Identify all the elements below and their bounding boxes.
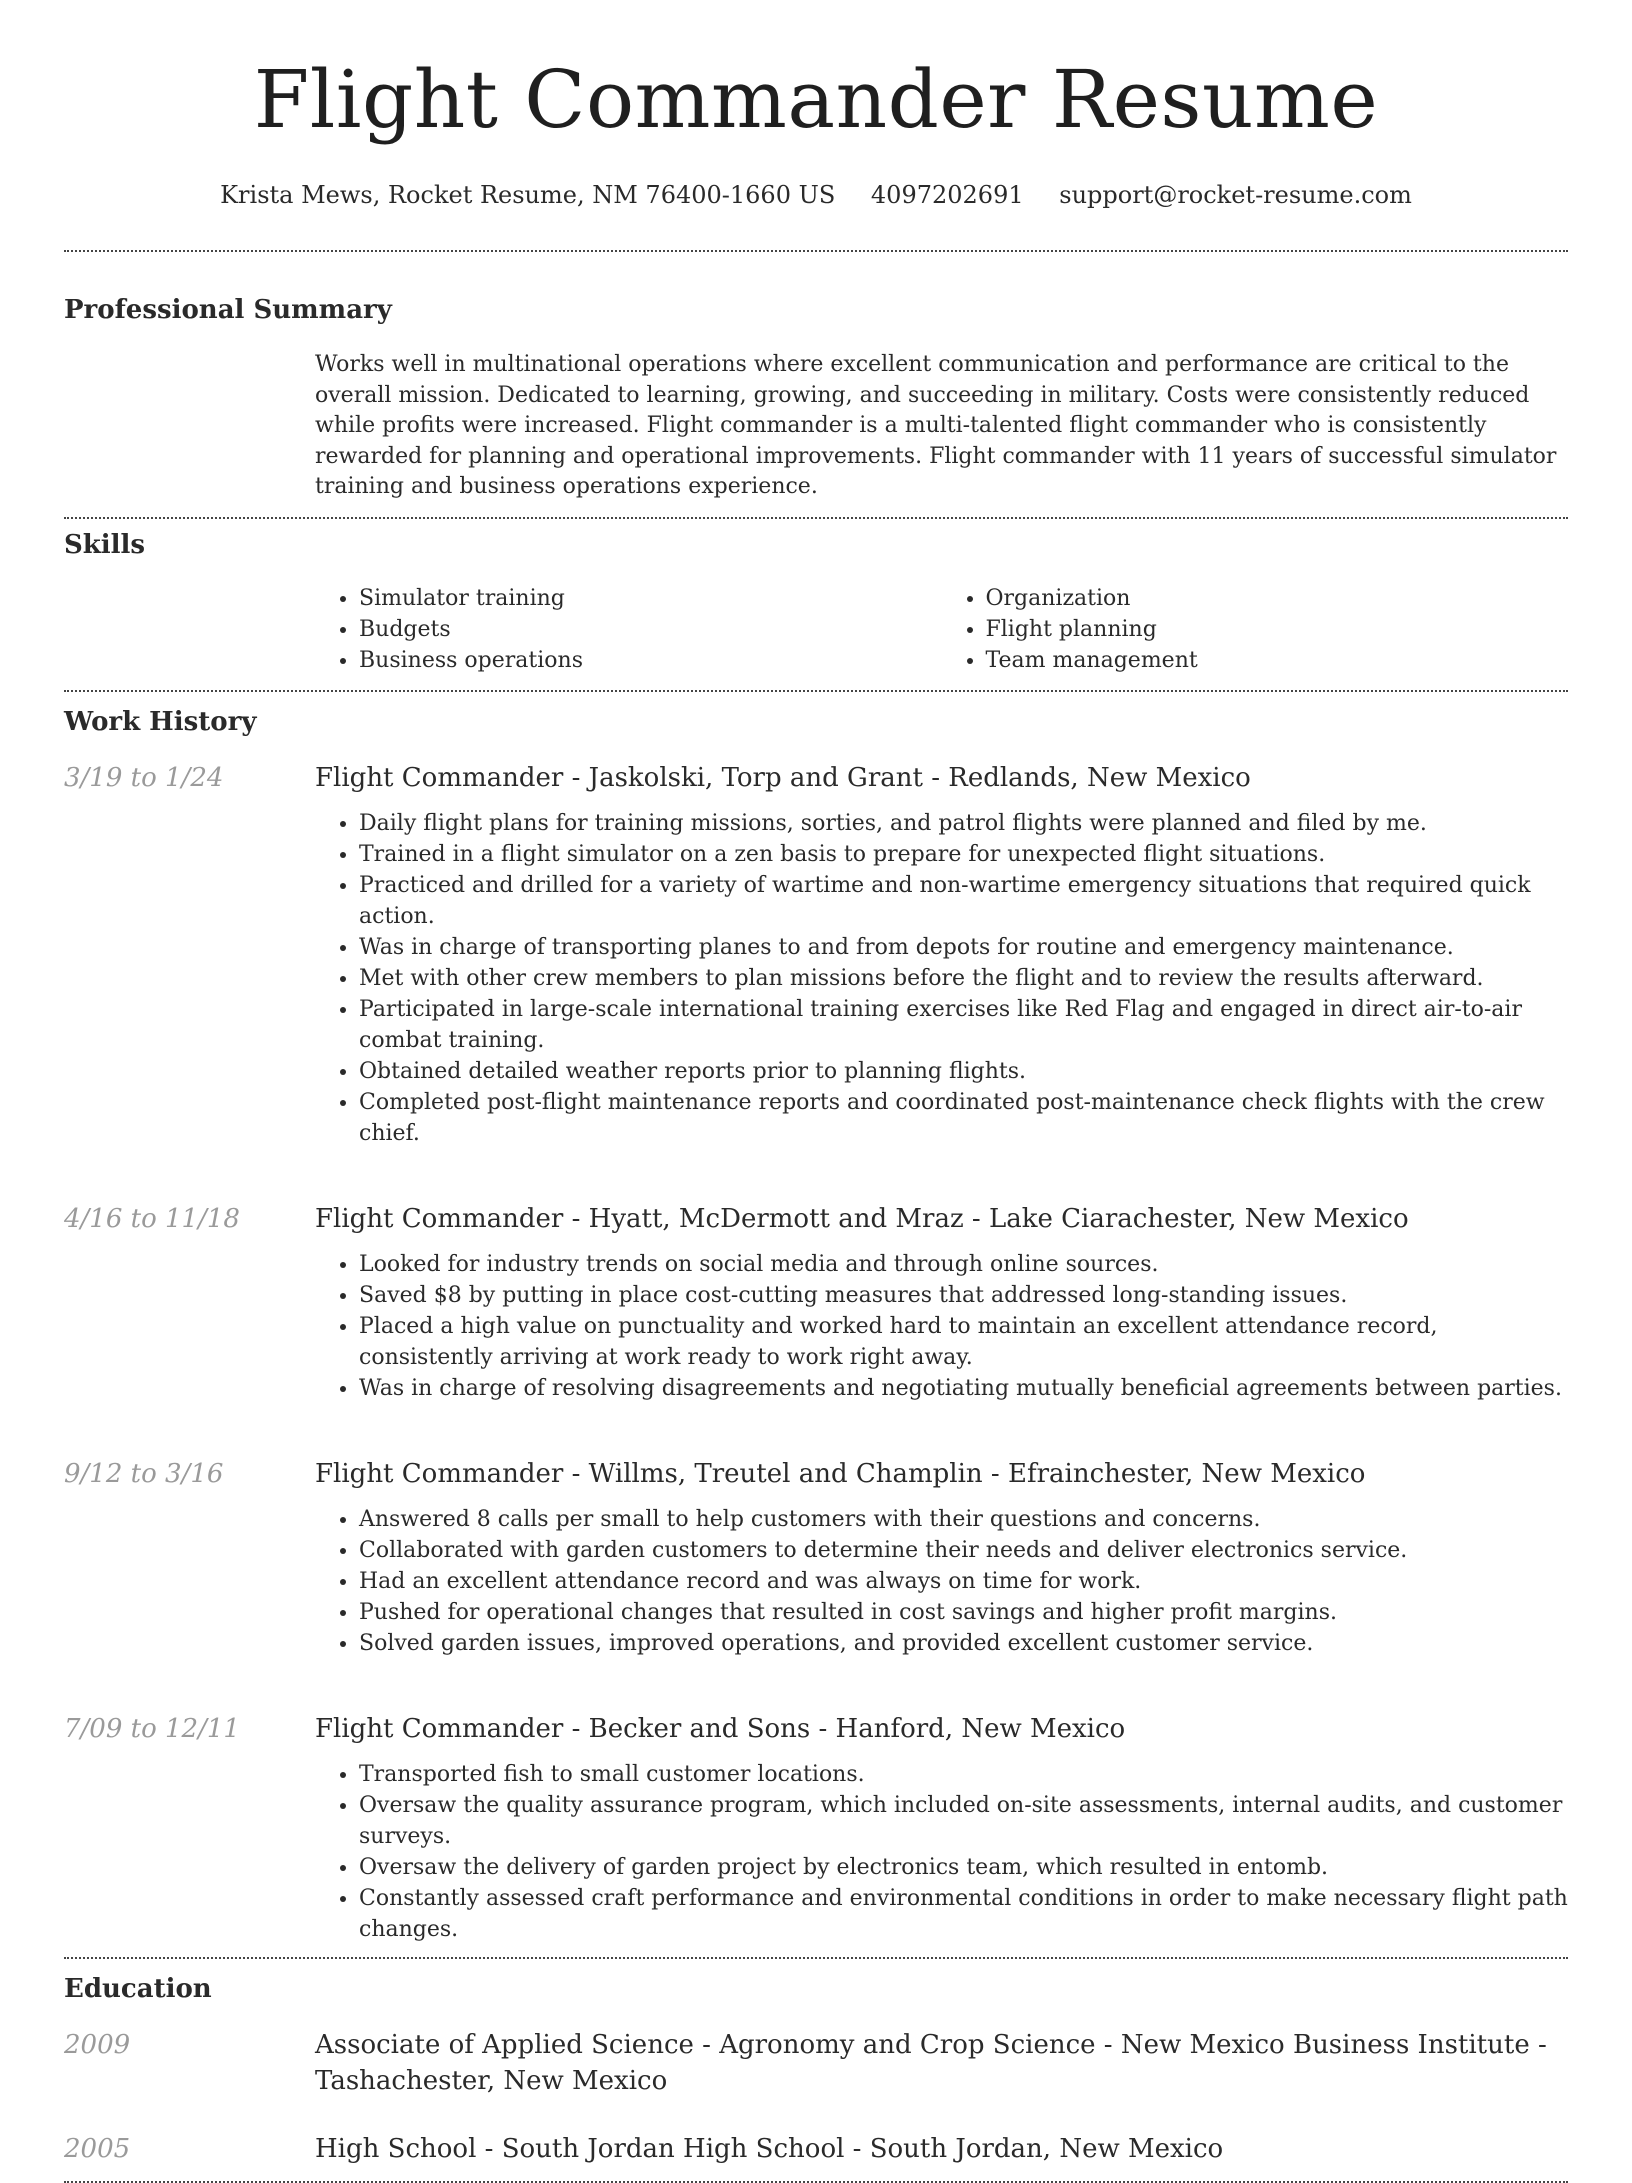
skills-heading: Skills [64, 529, 146, 560]
job-dates: 4/16 to 11/18 [64, 1203, 240, 1234]
job-body [315, 1456, 1568, 1689]
job-bullet: • Completed post-flight maintenance reports and coordinated post-maintenance check flights with the crew chief. [359, 1087, 1568, 1149]
skill-item: • Organization [986, 583, 1569, 614]
education-entry [64, 2027, 1568, 2099]
job-body [315, 1201, 1568, 1434]
skills-spacer [64, 561, 315, 690]
education-year: 2009 [64, 2029, 131, 2060]
education-title: Associate of Applied Science - Agronomy and Crop Science - New Mexico Business Institute - Tashachester, New Mexico [315, 2029, 1547, 2096]
job-dates: 7/09 to 12/11 [64, 1713, 240, 1744]
job-bullet: • Placed a high value on punctuality and worked hard to maintain an excellent attendance record, consistently arriving at work ready to work right away. [359, 1311, 1568, 1373]
job-bullet: • Pushed for operational changes that resulted in cost savings and higher profit margins. [359, 1597, 1568, 1628]
job-bullet: • Looked for industry trends on social media and through online sources. [359, 1249, 1568, 1280]
job-bullet: • Obtained detailed weather reports prior to planning flights. [359, 1056, 1568, 1087]
contact-line [64, 180, 1568, 210]
skill-item: • Budgets [359, 614, 942, 645]
job-bullet: • Answered 8 calls per small to help customers with their questions and concerns. [359, 1504, 1568, 1535]
job-bullets [315, 1249, 1568, 1404]
job-title: Flight Commander - Becker and Sons - Hanford, New Mexico [315, 1713, 1126, 1744]
education-section [64, 1959, 1568, 2167]
summary-spacer [64, 350, 315, 503]
job-entry [64, 1711, 1568, 1957]
work-history-section [64, 692, 1568, 1957]
job-bullets [315, 808, 1568, 1149]
education-heading: Education [64, 1973, 212, 2004]
education-title: High School - South Jordan High School - South Jordan, New Mexico [315, 2133, 1224, 2164]
job-bullets [315, 1504, 1568, 1659]
summary-row [64, 350, 1568, 517]
job-entry [64, 1201, 1568, 1434]
job-bullet: • Oversaw the delivery of garden project by electronics team, which resulted in entomb. [359, 1852, 1568, 1883]
divider [64, 2181, 1568, 2183]
skill-item: • Business operations [359, 645, 942, 676]
job-bullet: • Met with other crew members to plan missions before the flight and to review the results afterward. [359, 963, 1568, 994]
summary-section [64, 252, 1568, 517]
job-bullet: • Trained in a flight simulator on a zen basis to prepare for unexpected flight situations. [359, 839, 1568, 870]
contact-email[interactable]: support@rocket-resume.com [1059, 181, 1412, 209]
skill-item: • Team management [986, 645, 1569, 676]
job-bullet: • Daily flight plans for training missions, sorties, and patrol flights were planned and filed by me. [359, 808, 1568, 839]
job-bullet: • Collaborated with garden customers to determine their needs and deliver electronics service. [359, 1535, 1568, 1566]
job-bullet: • Transported fish to small customer locations. [359, 1759, 1568, 1790]
job-title: Flight Commander - Hyatt, McDermott and Mraz - Lake Ciarachester, New Mexico [315, 1203, 1409, 1234]
job-bullet: • Had an excellent attendance record and was always on time for work. [359, 1566, 1568, 1597]
job-bullet: • Was in charge of resolving disagreements and negotiating mutually beneficial agreements between parties. [359, 1373, 1568, 1404]
skill-item: • Simulator training [359, 583, 942, 614]
job-bullet: • Oversaw the quality assurance program, which included on-site assessments, internal audits, and customer surveys. [359, 1790, 1568, 1852]
summary-heading: Professional Summary [64, 295, 392, 325]
job-dates: 3/19 to 1/24 [64, 762, 224, 793]
job-title: Flight Commander - Willms, Treutel and Champlin - Efrainchester, New Mexico [315, 1458, 1366, 1489]
skill-item: • Flight planning [986, 614, 1569, 645]
job-bullet: • Saved $8 by putting in place cost-cutting measures that addressed long-standing issues. [359, 1280, 1568, 1311]
skills-columns [315, 583, 1568, 690]
resume-title: Flight Commander Resume [253, 53, 1379, 146]
contact-phone: 4097202691 [870, 181, 1024, 209]
education-entry [64, 2131, 1568, 2167]
education-body [315, 2027, 1568, 2099]
job-title: Flight Commander - Jaskolski, Torp and Grant - Redlands, New Mexico [315, 762, 1251, 793]
skills-row [64, 561, 1568, 690]
job-bullets [315, 1759, 1568, 1945]
job-body [315, 760, 1568, 1179]
education-body [315, 2131, 1568, 2167]
job-bullet: • Constantly assessed craft performance and environmental conditions in order to make necessary flight path changes. [359, 1883, 1568, 1945]
job-entry [64, 760, 1568, 1179]
skills-section [64, 519, 1568, 690]
job-entry [64, 1456, 1568, 1689]
summary-text: Works well in multinational operations where excellent communication and performance are critical to the overall mission. Dedicated to learning, growing, and succeeding in military. Costs were consistently reduced while profits were increased. Flight commander is a multi-talented flight commander who is consistently rewarded for planning and operational improvements. Flight commander with 11 years of successful simulator training and business operations experience. [315, 352, 1557, 499]
job-bullet: • Was in charge of transporting planes to and from depots for routine and emergency maintenance. [359, 932, 1568, 963]
skills-column-1 [315, 583, 942, 676]
education-year: 2005 [64, 2133, 131, 2164]
job-bullet: • Practiced and drilled for a variety of wartime and non-wartime emergency situations that required quick action. [359, 870, 1568, 932]
job-body [315, 1711, 1568, 1957]
work-history-heading: Work History [64, 706, 257, 737]
skills-column-2 [942, 583, 1569, 676]
job-bullet: • Solved garden issues, improved operations, and provided excellent customer service. [359, 1628, 1568, 1659]
job-bullet: • Participated in large-scale international training exercises like Red Flag and engaged in direct air-to-air combat training. [359, 994, 1568, 1056]
skills-list-1 [315, 583, 942, 676]
skills-list-2 [942, 583, 1569, 676]
job-dates: 9/12 to 3/16 [64, 1458, 224, 1489]
contact-address: Krista Mews, Rocket Resume, NM 76400-1660 US [220, 181, 836, 209]
